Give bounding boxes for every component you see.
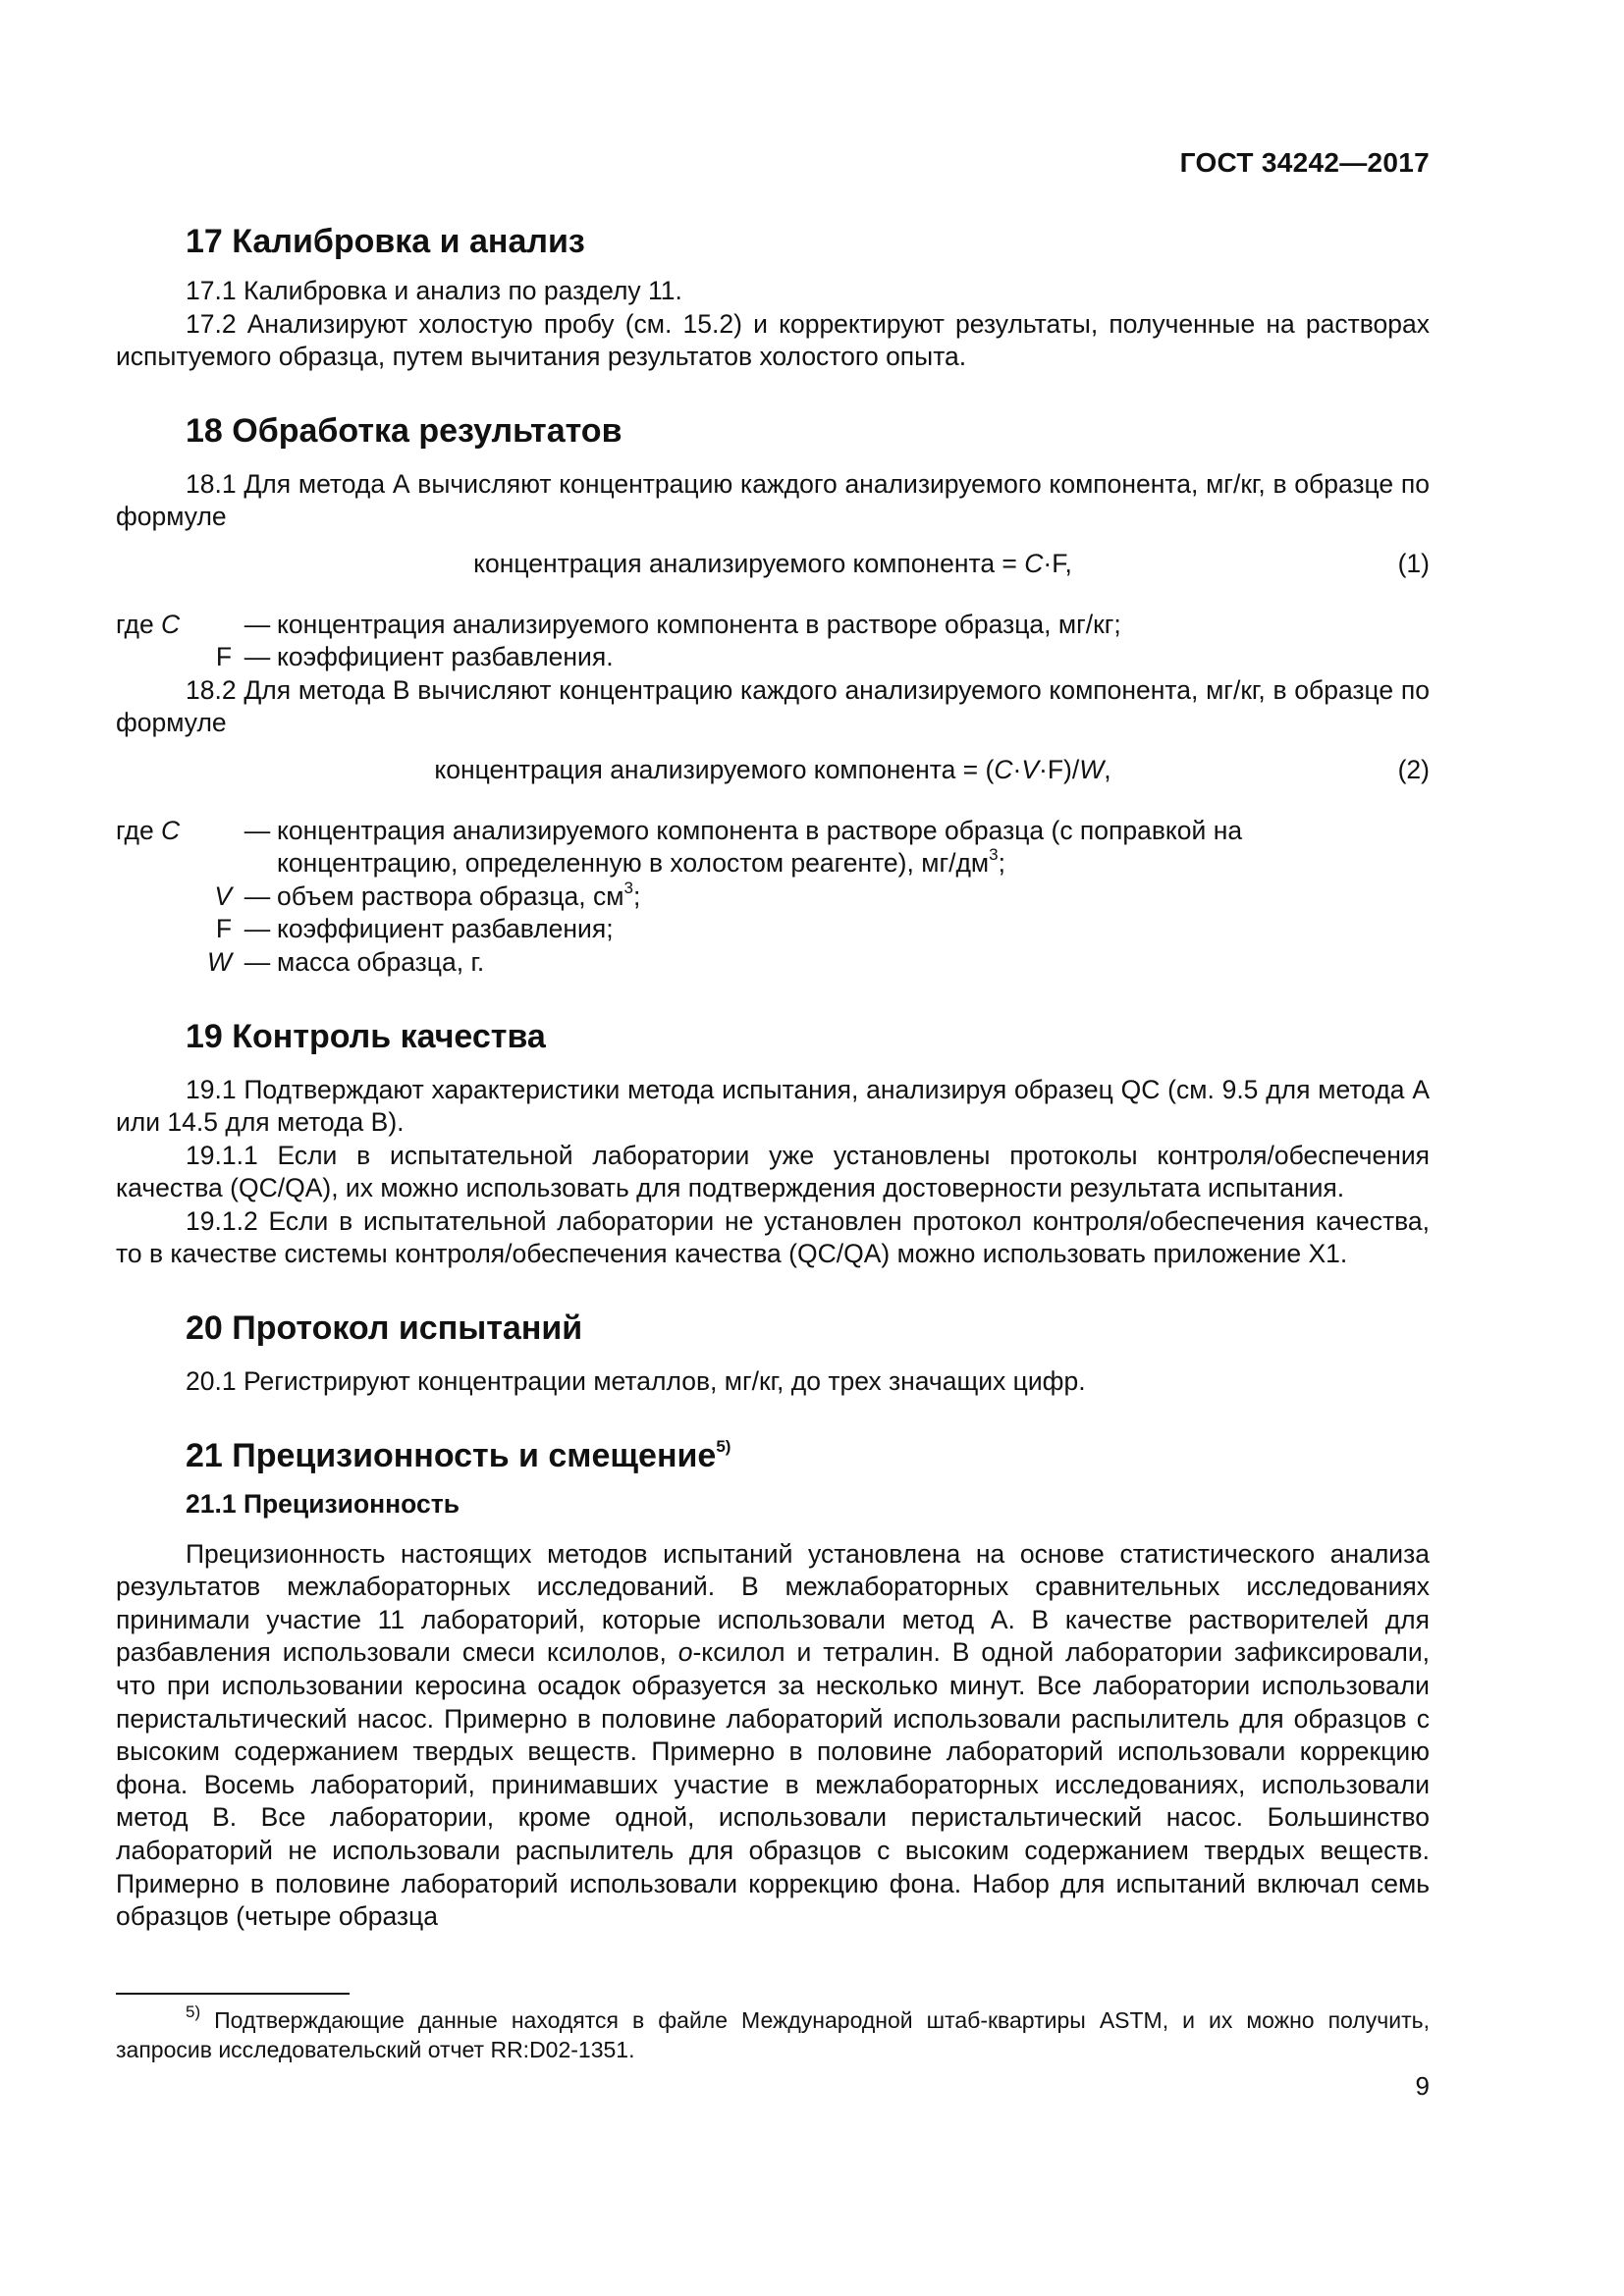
where-description: коэффициент разбавления. bbox=[277, 642, 614, 672]
where-symbol: F bbox=[215, 914, 232, 944]
paragraph: 18.1 Для метода А вычисляют концентрацию каждого анализируемого компонента, мг/кг, в образце по формуле bbox=[116, 468, 1430, 532]
section-18 bbox=[116, 411, 1430, 980]
formula-text: концентрация анализируемого компонента = ( bbox=[434, 754, 995, 784]
section-title: 19 Контроль качества bbox=[186, 1017, 546, 1055]
em-dash: — bbox=[244, 609, 271, 639]
where-item bbox=[116, 946, 1430, 980]
formula-symbol: C bbox=[994, 754, 1013, 784]
where-symbol: где C bbox=[116, 815, 181, 845]
em-dash: — bbox=[244, 815, 271, 845]
where-description: коэффициент разбавления; bbox=[277, 914, 614, 944]
em-dash: — bbox=[244, 881, 271, 911]
section-21 bbox=[116, 1436, 1430, 1934]
paragraph: 20.1 Регистрируют концентрации металлов, мг/кг, до трех значащих цифр. bbox=[186, 1366, 1086, 1397]
formula-text: · bbox=[1012, 754, 1022, 784]
where-symbol: V bbox=[214, 881, 232, 911]
footnote-divider bbox=[116, 1993, 350, 1995]
paragraph: 19.1.2 Если в испытательной лаборатории не установлен протокол контроля/обеспечения качества, то в качестве системы контроля/обеспечения качества (QC/QA) можно использовать приложение X1. bbox=[116, 1205, 1430, 1269]
document-code: ГОСТ 34242—2017 bbox=[1179, 147, 1430, 178]
section-19 bbox=[116, 1017, 1430, 1272]
formula-symbol: V bbox=[1021, 754, 1040, 784]
formula-text: концентрация анализируемого компонента = bbox=[473, 548, 1025, 578]
where-description: объем раствора образца, $см^3$; bbox=[277, 878, 641, 911]
section-17 bbox=[116, 222, 1430, 374]
subsection-title: 21.1 Прецизионность bbox=[186, 1488, 460, 1519]
paragraph: 17.2 Анализируют холостую пробу (см. 15.2) и корректируют результаты, полученные на растворах испытуемого образца, путем вычитания результатов холостого опыта. bbox=[116, 308, 1430, 372]
section-title: 20 Протокол испытаний bbox=[186, 1309, 583, 1348]
where-item bbox=[116, 878, 1430, 914]
where-symbol: F bbox=[215, 642, 232, 672]
paragraph: Прецизионность настоящих методов испытаний установлена на основе статистического анализа результатов межлабораторных исследований. В межлабораторных сравнительных исследованиях принимали участие 11 лабораторий, которые использовали метод А. В качестве растворителей для разбавления использовали смеси ксилолов, о-ксилол и тетралин. В одной лаборатории зафиксировали, что при использовании керосина осадок образуется за несколько минут. Все лаборатории использовали перистальтический насос. Примерно в половине лабораторий использовали распылитель для образцов с высоким содержанием твердых веществ. Примерно в половине лабораторий использовали коррекцию фона. Восемь лабораторий, принимавших участие в межлабораторных исследованиях, использовали метод В. Все лаборатории, кроме одной, использовали перистальтический насос. Большинство лабораторий не использовали распылитель для образцов с высоким содержанием твердых веществ. Примерно в половине лабораторий использовали коррекцию фона. Набор для испытаний включал семь образцов (четыре образца bbox=[116, 1538, 1430, 1932]
footnote bbox=[116, 2002, 1430, 2064]
formula-text: ·F, bbox=[1043, 548, 1072, 578]
where-item bbox=[116, 641, 1430, 674]
footnote-mark: 5) bbox=[186, 2002, 201, 2022]
section-20 bbox=[116, 1308, 1430, 1399]
paragraph: 18.2 Для метода В вычисляют концентрацию каждого анализируемого компонента, мг/кг, в образце по формуле bbox=[116, 674, 1430, 738]
page-number: 9 bbox=[1415, 2071, 1430, 2101]
section-title: 18 Обработка результатов bbox=[186, 411, 623, 450]
paragraph: 19.1.1 Если в испытательной лаборатории уже установлены протоколы контроля/обеспечения качества (QC/QA), их можно использовать для подтверждения достоверности результата испытания. bbox=[116, 1140, 1430, 1203]
footnote-text: $^{5)}$ Подтверждающие данные находятся в файле Международной штаб-квартиры ASTM, и их можно получить, запросив исследовательский отчет RR:D02-1351. bbox=[116, 2002, 1430, 2062]
where-list-2 bbox=[116, 815, 1430, 980]
formula-number: (2) bbox=[1397, 754, 1430, 784]
where-symbol: где C bbox=[116, 609, 181, 639]
section-title: 21 Прецизионность и смещение$^{5)}$ bbox=[186, 1436, 731, 1474]
where-item bbox=[116, 609, 1430, 642]
formula-symbol: W bbox=[1079, 754, 1105, 784]
section-title: 17 Калибровка и анализ bbox=[186, 223, 585, 260]
paragraph: 17.1 Калибровка и анализ по разделу 11. bbox=[186, 276, 682, 305]
formula-text: ·F)/ bbox=[1039, 754, 1080, 784]
em-dash: — bbox=[244, 914, 271, 944]
where-item bbox=[116, 815, 1430, 881]
formula-text: , bbox=[1104, 754, 1111, 784]
formula-number: (1) bbox=[1397, 548, 1430, 578]
footnote-ref: 5) bbox=[716, 1437, 731, 1457]
em-dash: — bbox=[244, 642, 271, 672]
paragraph: 19.1 Подтверждают характеристики метода испытания, анализируя образец QC (см. 9.5 для метода А или 14.5 для метода В). bbox=[116, 1074, 1430, 1138]
em-dash: — bbox=[244, 946, 271, 977]
where-item bbox=[116, 913, 1430, 946]
where-symbol: W bbox=[206, 946, 232, 977]
where-description: концентрация анализируемого компонента в растворе образца, мг/кг; bbox=[277, 609, 1121, 639]
formula-2 bbox=[116, 754, 1430, 787]
where-description: концентрация анализируемого компонента в растворе образца (с поправкой на концентрацию, определенную в холостом реагенте), $мг/дм^3$; bbox=[277, 815, 1243, 879]
formula-symbol: C bbox=[1024, 548, 1044, 578]
formula-1 bbox=[116, 548, 1430, 581]
where-description: масса образца, г. bbox=[277, 946, 485, 977]
page-content bbox=[116, 145, 1430, 1934]
where-list-1 bbox=[116, 609, 1430, 674]
